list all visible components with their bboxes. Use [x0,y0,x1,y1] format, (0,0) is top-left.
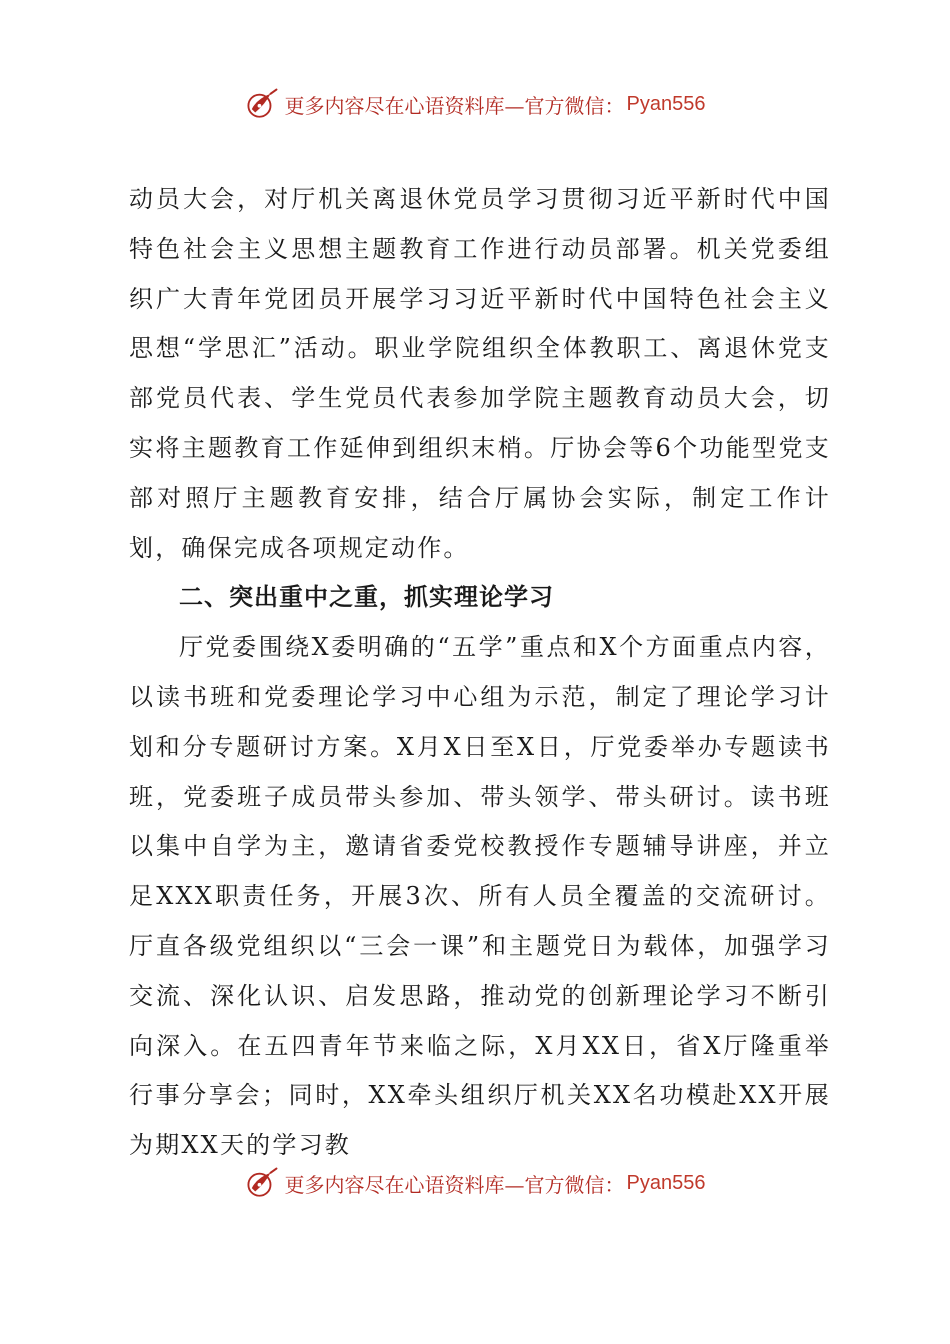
wechat-id: Pyan556 [626,1171,706,1194]
section-heading: 二、突出重中之重，抓实理论学习 [179,583,554,612]
banner-text: 更多内容尽在心语资料库—官方微信： [284,1172,625,1197]
pen-nib-logo-icon [245,87,279,121]
document-body [129,175,831,1171]
paragraph-theory-study: 厅党委围绕X委明确的“五学”重点和X个方面重点内容，以读书班和党委理论学习中心组为示范，制定了理论学习计划和分专题研讨方案。X月X日至X日，厅党委举办专题读书班，党委班子成员带头参加、带头领学、带头研讨。读书班以集中自学为主，邀请省委党校教授作专题辅导讲座，并立足XXX职责任务，开展3次、所有人员全覆盖的交流研讨。厅直各级党组织以“三会一课”和主题党日为载体，加强学习交流、深化认识、启发思路，推动党的创新理论学习不断引向深入。在五四青年节来临之际，X月XX日，省X厅隆重举行事分享会；同时，XX牵头组织厅机关XX名功模赴XX开展为期XX天的学习教 [129,633,831,1160]
banner-text: 更多内容尽在心语资料库—官方微信： [284,93,625,118]
footer-banner [0,1163,950,1203]
pen-nib-logo-icon [245,1166,279,1200]
wechat-id: Pyan556 [626,92,706,115]
header-banner [0,84,950,124]
paragraph-continuation: 动员大会，对厅机关离退休党员学习贯彻习近平新时代中国特色社会主义思想主题教育工作进行动员部署。机关党委组织广大青年党团员开展学习习近平新时代中国特色社会主义思想“学思汇”活动。职业学院组织全体教职工、离退休党支部党员代表、学生党员代表参加学院主题教育动员大会，切实将主题教育工作延伸到组织末梢。厅协会等6个功能型党支部对照厅主题教育安排，结合厅属协会实际，制定工作计划，确保完成各项规定动作。 [129,185,831,562]
